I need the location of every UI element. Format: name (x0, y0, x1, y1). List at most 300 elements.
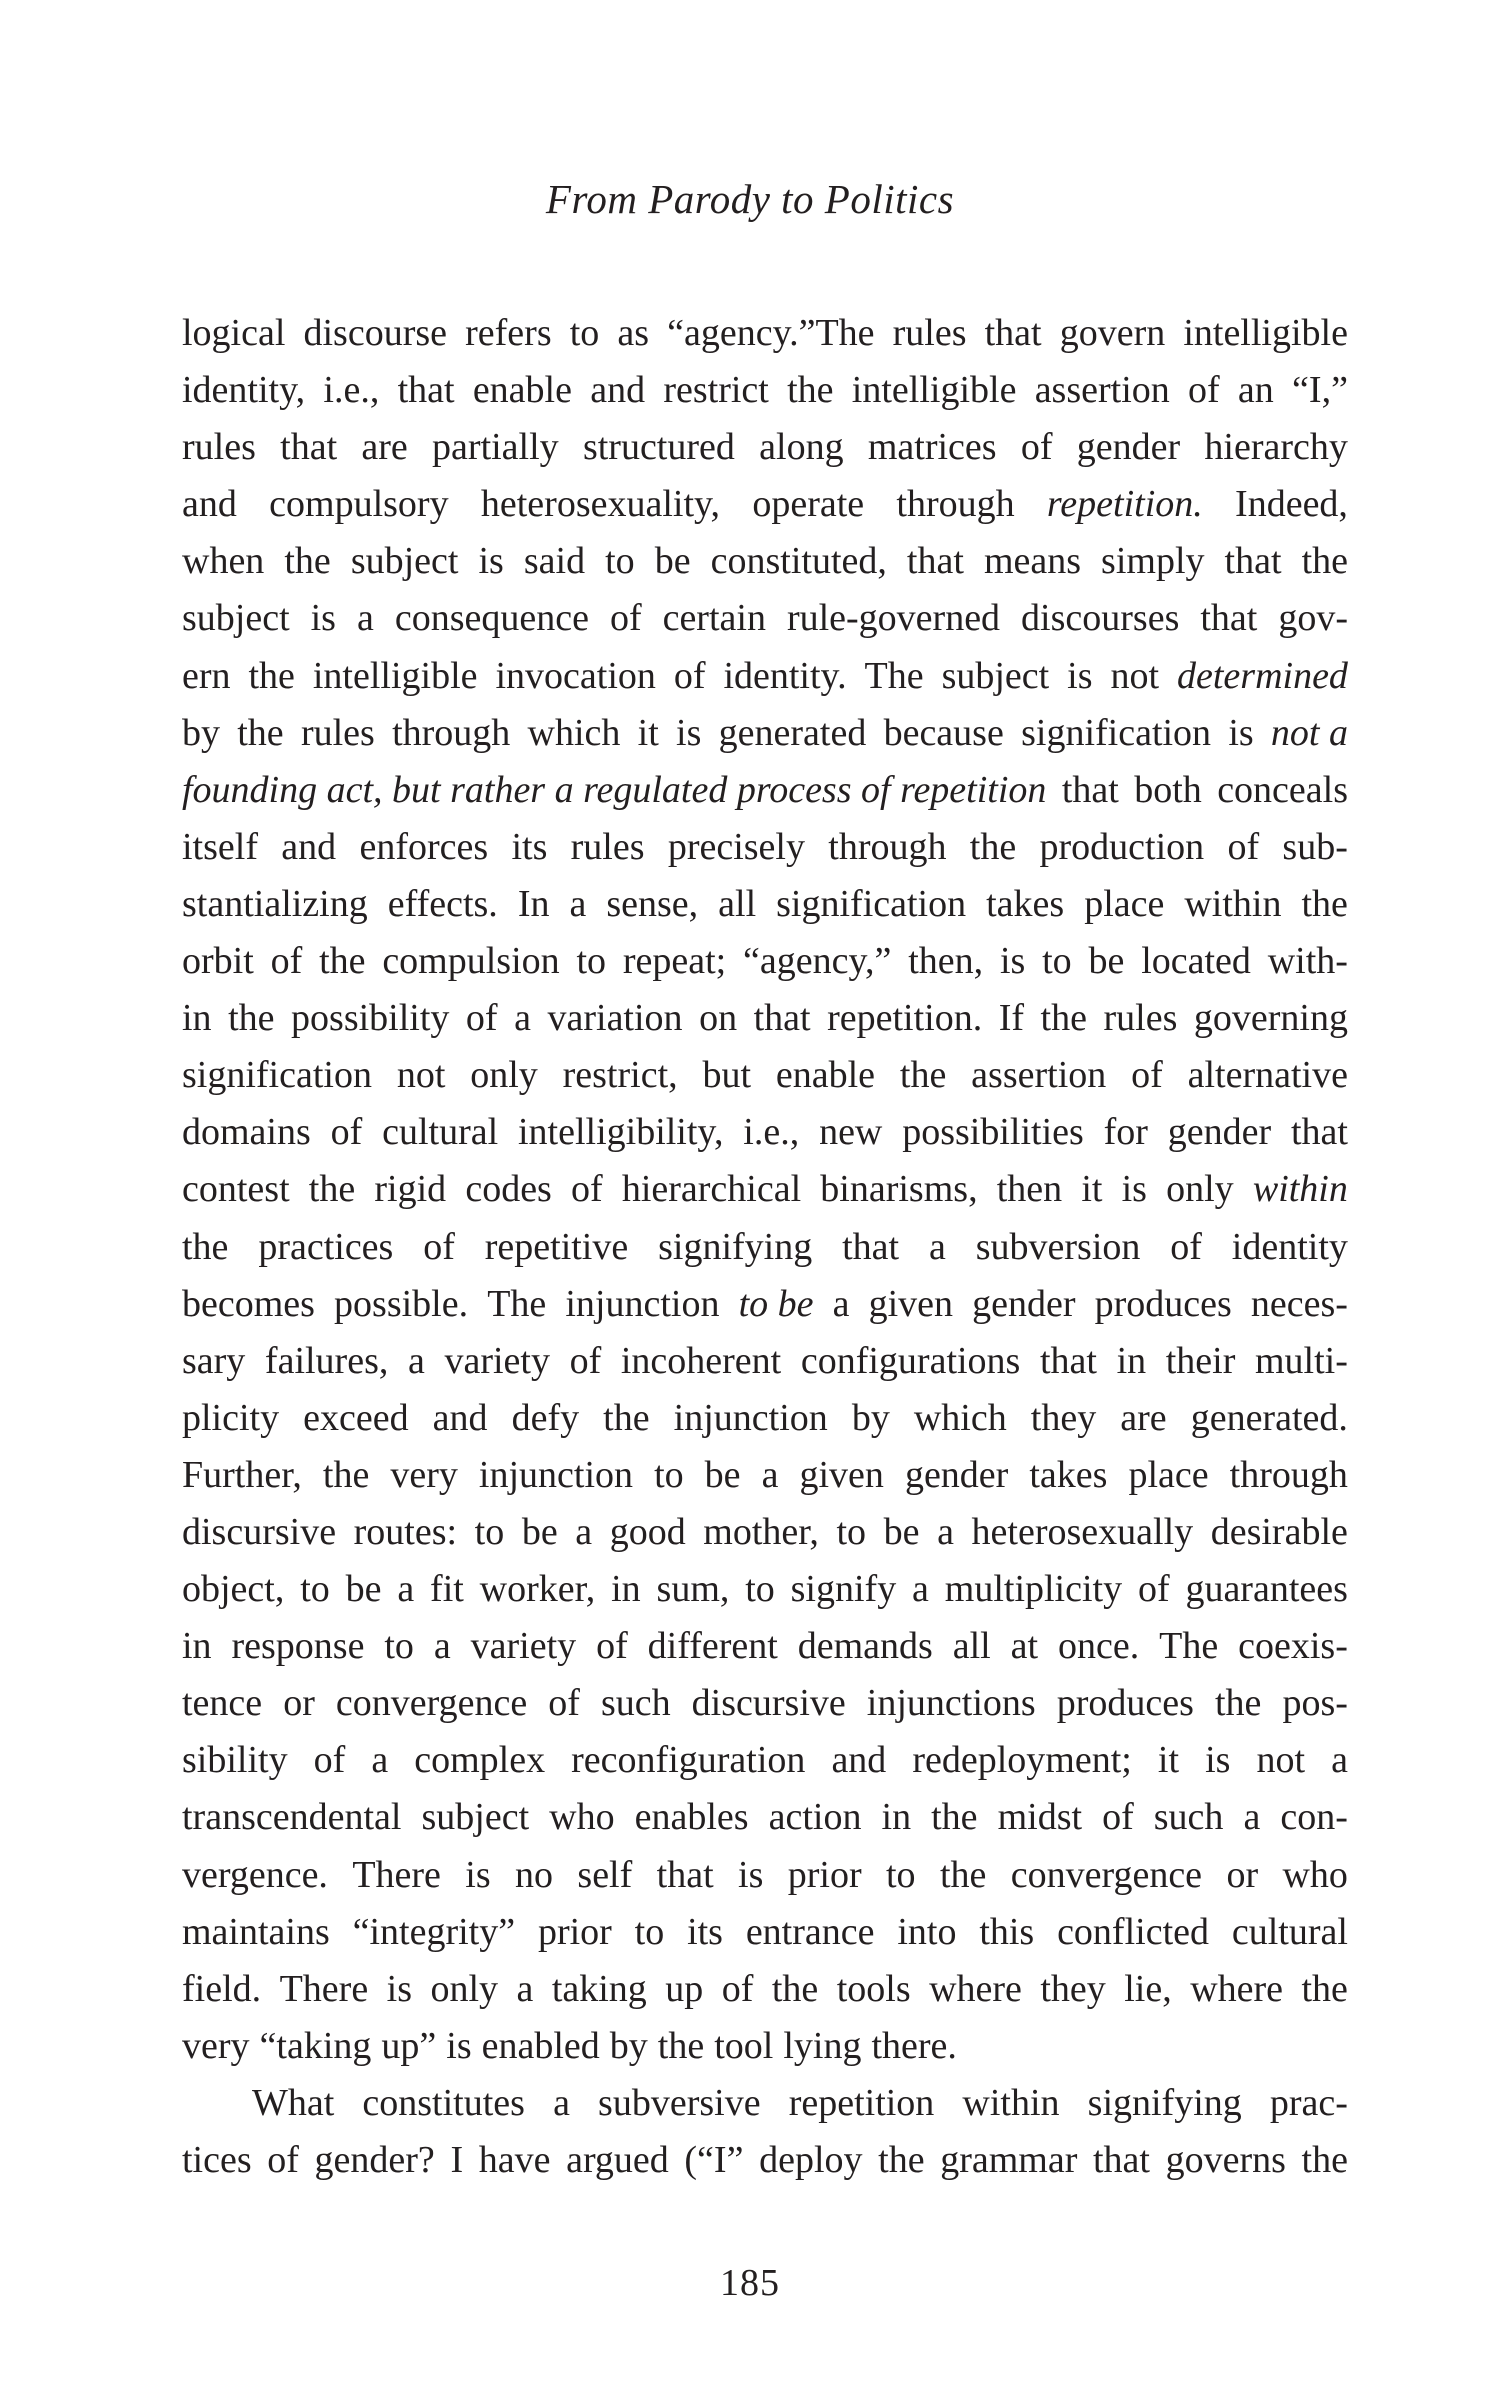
word: response (231, 1625, 365, 1668)
word: a (937, 1510, 954, 1553)
word: cultural (382, 1111, 499, 1154)
word: and (432, 1396, 488, 1439)
word: by (182, 711, 220, 754)
text-line (182, 762, 1348, 819)
word: structured (582, 426, 735, 469)
word: tool (714, 2024, 774, 2067)
word: to (384, 1625, 414, 1668)
word: the (237, 711, 284, 754)
word: the (319, 940, 366, 983)
word: assertion (971, 1054, 1107, 1097)
word: enable (472, 369, 572, 412)
word: to (886, 1853, 916, 1896)
word: of (569, 1339, 602, 1382)
word: or (1226, 1853, 1259, 1896)
word: they (1040, 1967, 1106, 2010)
word: incoherent (620, 1339, 782, 1382)
word: of (1137, 1568, 1170, 1611)
word: rules (300, 711, 375, 754)
word: through (828, 825, 947, 868)
word: There (352, 1853, 441, 1896)
word: the (308, 1168, 356, 1211)
word: the (182, 1225, 229, 1268)
text-line (182, 590, 1348, 647)
word: of (1188, 369, 1220, 412)
word: only (470, 1054, 538, 1097)
word: then, (908, 940, 984, 983)
word: multiplicity (944, 1568, 1123, 1611)
text-line (182, 1789, 1348, 1846)
word: sub- (1282, 825, 1348, 868)
word: that (1224, 540, 1282, 583)
text-line (182, 2018, 1348, 2075)
text-line (182, 1732, 1348, 1789)
italic-word: founding act, but rather a regulated process of repetition (182, 768, 1047, 811)
word: the (969, 825, 1017, 868)
word: sense, (606, 882, 699, 925)
word: is (386, 1967, 413, 2010)
word: possibility (291, 997, 450, 1040)
word: of (548, 1682, 580, 1725)
word: to (605, 540, 635, 583)
word: conflicted (1057, 1910, 1209, 1953)
word: signifying (1087, 2081, 1242, 2124)
word: convergence (1010, 1853, 1203, 1896)
word: is (999, 940, 1026, 983)
word: reconfiguration (571, 1739, 806, 1782)
word: entrance (745, 1910, 875, 1953)
word: generated. (1190, 1396, 1348, 1439)
word: in (611, 1568, 641, 1611)
word: pos- (1282, 1682, 1348, 1725)
word: enforces (359, 825, 489, 868)
word: that (984, 312, 1042, 354)
word: their (1165, 1339, 1236, 1382)
word: be (1088, 940, 1125, 983)
word: If (998, 997, 1025, 1040)
word: “taking (259, 2024, 372, 2067)
word: production (1039, 825, 1205, 868)
word: gender (904, 1453, 1009, 1496)
text-line (182, 933, 1348, 990)
word: of (721, 1967, 754, 2010)
word: along (759, 426, 844, 469)
word: be (654, 540, 691, 583)
word: restrict, (562, 1054, 678, 1097)
word: when (182, 540, 265, 583)
word: maintains (182, 1910, 330, 1953)
word: defy (511, 1396, 580, 1439)
word: a (516, 1967, 534, 2010)
word: such (1153, 1796, 1224, 1839)
word: “agency.”The (667, 312, 875, 354)
word: argued (566, 2139, 669, 2181)
word: self (577, 1853, 633, 1896)
word: is (1121, 1168, 1147, 1211)
word: that (397, 369, 455, 412)
word: is (465, 1853, 491, 1896)
word: stantializing (182, 882, 368, 925)
word: at (1010, 1625, 1039, 1668)
word: matrices (867, 426, 997, 469)
word: through (896, 483, 1015, 526)
word: constitutes (362, 2081, 525, 2124)
word: There (279, 1967, 369, 2010)
word: have (478, 2139, 551, 2181)
word: prior (787, 1853, 862, 1896)
word: governs (1165, 2139, 1286, 2181)
word: be (883, 1510, 920, 1553)
word: enable (775, 1054, 876, 1097)
word: produces (1094, 1282, 1232, 1325)
word: repetition (788, 2081, 935, 2124)
word: a (928, 1225, 946, 1268)
word: a (397, 1568, 415, 1611)
word: assertion (1034, 369, 1170, 412)
word: to (569, 312, 600, 354)
text-line (182, 2132, 1348, 2189)
word: grammar (940, 2139, 1078, 2181)
word: discourses (1021, 597, 1180, 640)
word: becomes (182, 1282, 315, 1325)
word: that (1039, 1339, 1097, 1382)
word: the (322, 1453, 370, 1496)
word: “I,” (1292, 369, 1348, 412)
text-line (182, 648, 1348, 705)
word: the (657, 2024, 705, 2067)
word: a (832, 1282, 850, 1325)
word: produces (1056, 1682, 1194, 1725)
word: within (1184, 882, 1282, 925)
word: who (549, 1796, 615, 1839)
word: compulsory (269, 483, 449, 526)
word: by (851, 1396, 890, 1439)
word: this (979, 1910, 1035, 1953)
word: The (1159, 1625, 1219, 1668)
word: given (799, 1453, 884, 1496)
text-line (182, 1447, 1348, 1504)
word: of (596, 1625, 628, 1668)
word: subversion (975, 1225, 1141, 1268)
word: In (517, 882, 550, 925)
word: of (330, 1111, 363, 1154)
word: restrict (663, 369, 769, 412)
word: neces- (1250, 1282, 1348, 1325)
word: injunctions (866, 1682, 1036, 1725)
word: said (523, 540, 586, 583)
text-line (182, 1847, 1348, 1904)
word: intelligible (312, 654, 478, 697)
word: tence (182, 1682, 263, 1725)
word: be (345, 1568, 382, 1611)
word: is (1067, 654, 1093, 697)
word: that (656, 1853, 714, 1896)
word: through (1229, 1453, 1348, 1496)
word: the (1301, 2139, 1348, 2181)
word: tices (182, 2139, 252, 2181)
text-line (182, 476, 1348, 533)
word: identity (1231, 1225, 1348, 1268)
word: not (1256, 1739, 1306, 1782)
word: injunction (478, 1453, 634, 1496)
italic-word: repetition. (1046, 483, 1203, 526)
body-text (182, 305, 1348, 2189)
word: discourse (303, 312, 448, 354)
word: the (931, 1796, 978, 1839)
word: gender? (314, 2139, 435, 2181)
word: vergence. (182, 1853, 328, 1896)
word: the (1214, 1682, 1262, 1725)
word: and (590, 369, 646, 412)
word: because (883, 711, 1004, 754)
word: for (1103, 1111, 1148, 1154)
word: that (753, 997, 811, 1040)
word: govern (1059, 312, 1166, 354)
word: invocation (495, 654, 656, 697)
text-line (182, 305, 1348, 362)
word: gender (972, 1282, 1076, 1325)
word: rules (570, 825, 645, 868)
word: which (527, 711, 621, 754)
word: subject (350, 540, 459, 583)
word: is (738, 1853, 764, 1896)
word: of (609, 597, 642, 640)
word: such (600, 1682, 671, 1725)
word: i.e., (743, 1111, 800, 1154)
word: rules (892, 312, 967, 354)
word: I (450, 2139, 464, 2181)
word: that (906, 540, 964, 583)
word: only (1166, 1168, 1234, 1211)
word: the (878, 2139, 925, 2181)
word: not (1110, 654, 1160, 697)
word: a (407, 1339, 425, 1382)
word: (“I” (684, 2139, 744, 2181)
word: guarantees (1185, 1568, 1348, 1611)
word: gender (1076, 426, 1181, 469)
word: only (430, 1967, 499, 2010)
word: injunction (565, 1282, 720, 1325)
word: discursive (182, 1510, 337, 1553)
word: a (1243, 1796, 1261, 1839)
word: itself (182, 825, 258, 868)
word: Indeed, (1235, 483, 1348, 526)
word: is (478, 540, 504, 583)
word: subject (941, 654, 1050, 697)
word: to (474, 1510, 505, 1553)
word: to (300, 1568, 330, 1611)
word: enabled (481, 2024, 600, 2067)
word: of (1131, 1054, 1163, 1097)
text-line (182, 362, 1348, 419)
word: then (996, 1168, 1063, 1211)
text-line (182, 990, 1348, 1047)
word: desirable (1210, 1510, 1348, 1553)
word: a (356, 597, 374, 640)
word: where (1190, 1967, 1284, 2010)
word: simply (1101, 540, 1205, 583)
word: refers (465, 312, 552, 354)
word: a (912, 1568, 929, 1611)
word: i.e., (323, 369, 380, 412)
word: redeployment; (912, 1739, 1132, 1782)
word: injunction (673, 1396, 828, 1439)
word: the (1301, 1967, 1348, 2010)
word: an (1237, 369, 1274, 412)
word: rule-governed (786, 597, 1001, 640)
word: to (654, 1453, 684, 1496)
word: plicity (182, 1396, 280, 1439)
word: possible. (334, 1282, 469, 1325)
word: variety (470, 1625, 577, 1668)
word: of (267, 2139, 299, 2181)
word: complex (414, 1739, 546, 1782)
word: The (864, 654, 924, 697)
word: and (281, 825, 337, 868)
word: of (673, 654, 706, 697)
word: generated (718, 711, 867, 754)
word: to (836, 1510, 867, 1553)
word: in (881, 1796, 912, 1839)
word: the (771, 1967, 819, 2010)
word: there. (871, 2024, 957, 2067)
word: certain (662, 597, 766, 640)
word: deploy (759, 2139, 863, 2181)
word: rigid (374, 1168, 447, 1211)
word: compulsion (382, 940, 560, 983)
word: coexis- (1238, 1625, 1348, 1668)
word: but (702, 1054, 752, 1097)
word: transcendental (182, 1796, 402, 1839)
word: routes: (353, 1510, 458, 1553)
text-line (182, 533, 1348, 590)
word: effects. (387, 882, 498, 925)
word: intelligible (1183, 312, 1348, 354)
word: as (617, 312, 650, 354)
text-line (182, 1618, 1348, 1675)
word: up” (381, 2024, 437, 2067)
word: located (1141, 940, 1251, 983)
word: that (280, 426, 338, 469)
word: is (1205, 1739, 1231, 1782)
word: through (392, 711, 511, 754)
word: prac- (1269, 2081, 1348, 2124)
text-line (182, 1390, 1348, 1447)
word: very (182, 2024, 250, 2067)
word: subject (421, 1796, 530, 1839)
word: gender (1167, 1111, 1272, 1154)
word: field. (182, 1967, 262, 2010)
word: the (1301, 882, 1348, 925)
word: that (1290, 1111, 1348, 1154)
word: by (609, 2024, 648, 2067)
word: conceals (1217, 768, 1348, 811)
word: of (465, 997, 498, 1040)
word: both (1134, 768, 1202, 811)
word: mother, (703, 1510, 819, 1553)
word: hierarchy (1204, 426, 1348, 469)
word: sary (182, 1339, 246, 1382)
word: repetitive (484, 1225, 629, 1268)
text-line (182, 1276, 1348, 1333)
word: that (1092, 2139, 1150, 2181)
word: the (248, 654, 295, 697)
word: up (665, 1967, 704, 2010)
text-line (182, 1904, 1348, 1961)
text-line (182, 1047, 1348, 1104)
word: operate (752, 483, 865, 526)
word: a (514, 997, 531, 1040)
word: codes (465, 1168, 552, 1211)
text-line (182, 1675, 1348, 1732)
word: domains (182, 1111, 311, 1154)
word: variety (444, 1339, 550, 1382)
word: very (390, 1453, 458, 1496)
text-line (182, 819, 1348, 876)
italic-word: determined (1176, 654, 1348, 697)
word: is (446, 2024, 472, 2067)
word: to (745, 1568, 775, 1611)
word: governing (1193, 997, 1348, 1040)
word: it (1081, 1168, 1103, 1211)
word: no (515, 1853, 554, 1896)
word: con- (1280, 1796, 1348, 1839)
word: they (1030, 1396, 1097, 1439)
word: rules (182, 426, 256, 469)
word: object, (182, 1568, 285, 1611)
word: worker, (479, 1568, 596, 1611)
word: the (228, 997, 275, 1040)
word: to (1042, 940, 1072, 983)
text-line (182, 1219, 1348, 1276)
word: intelligibility, (517, 1111, 724, 1154)
word: tools (836, 1967, 911, 2010)
word: that (1061, 768, 1119, 811)
word: is (676, 711, 702, 754)
word: a (761, 1453, 779, 1496)
word: practices (258, 1225, 394, 1268)
word: a (433, 1625, 451, 1668)
word: taking (551, 1967, 647, 2010)
word: ern (182, 654, 231, 697)
word: in (182, 997, 212, 1040)
word: on (699, 997, 738, 1040)
word: identity. (723, 654, 847, 697)
word: a (575, 1510, 593, 1553)
word: signification (182, 1054, 372, 1097)
word: into (897, 1910, 957, 1953)
page-number: 185 (720, 2262, 780, 2304)
word: subject (182, 597, 290, 640)
word: signifying (658, 1225, 813, 1268)
word: alternative (1187, 1054, 1348, 1097)
word: lying (783, 2024, 862, 2067)
word: What (252, 2081, 335, 2124)
word: the (1301, 540, 1348, 583)
word: a (569, 882, 587, 925)
word: once. (1057, 1625, 1140, 1668)
word: “integrity” (352, 1910, 516, 1953)
word: its (687, 1910, 723, 1953)
word: the (1040, 997, 1087, 1040)
word: signification (776, 882, 967, 925)
word: place (1128, 1453, 1209, 1496)
word: of (1170, 1225, 1202, 1268)
word: given (868, 1282, 954, 1325)
word: logical (182, 312, 286, 354)
word: new (819, 1111, 883, 1154)
word: intelligible (851, 369, 1017, 412)
